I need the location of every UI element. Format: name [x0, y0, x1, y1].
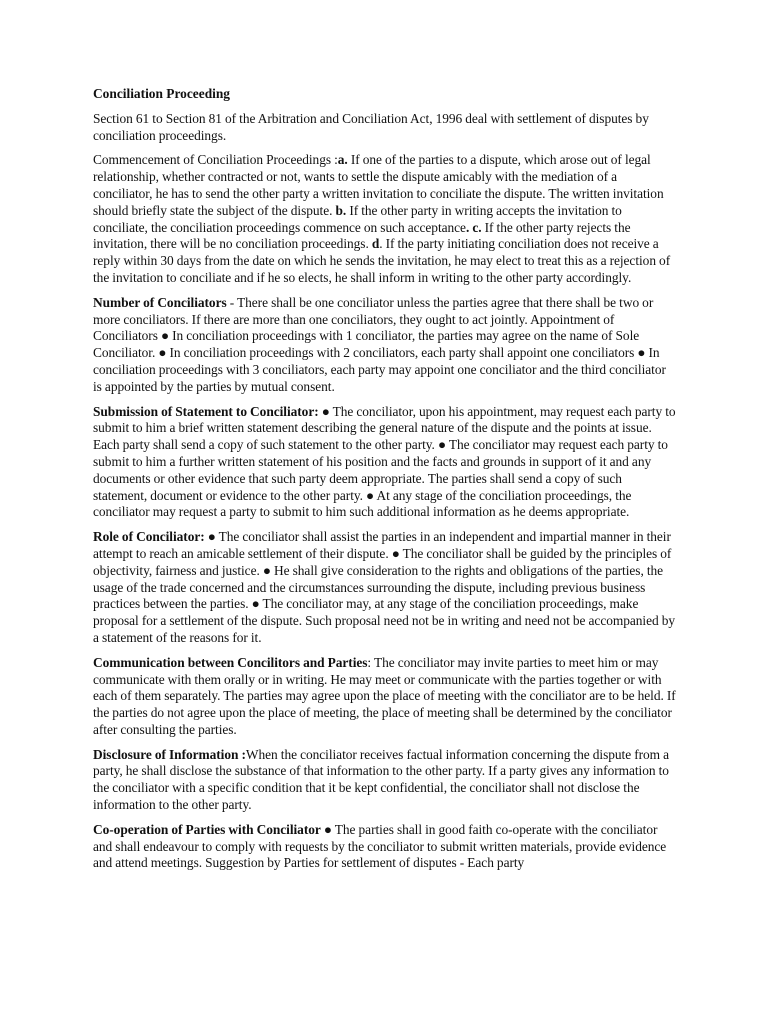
number-heading: Number of Conciliators	[93, 294, 227, 310]
disclosure-paragraph	[93, 747, 676, 814]
number-of-conciliators-paragraph	[93, 295, 676, 396]
clause-c-label: . c.	[465, 219, 482, 235]
clause-d-text: . If the party initiating conciliation does not receive a reply within 30 days from the date on which he sends the invitation, he may elect to treat this as a rejection of the invitation to conciliate and if he so elects, he shall inform in writing to the other party accordingly.	[93, 236, 671, 285]
page-title: Conciliation Proceeding	[93, 86, 230, 101]
submission-heading: Submission of Statement to Conciliator:	[93, 403, 319, 419]
role-text: ● The conciliator shall assist the parties in an independent and impartial manner in their attempt to reach an amicable settlement of their dispute. ● The conciliator shall be guided by the principles of objectivity, fairness and justice. ● He shall give consideration to the rights and obligations of the parties, the usage of the trade concerned and the circumstances surrounding the dispute, including previous business practices between the parties. ● The conciliator may, at any stage of the conciliation proceedings, make proposal for a settlement of the dispute. Such proposal need not be in writing and need not be accompanied by a statement of the reasons for it.	[93, 529, 676, 645]
cooperation-text: ● The parties shall in good faith co-operate with the conciliator and shall endeavour to comply with requests by the conciliator to submit written materials, provide evidence and attend meetings. Suggestion by Parties for settlement of disputes - Each party	[93, 821, 667, 871]
communication-text: : The conciliator may invite parties to meet him or may communicate with them orally or in writing. He may meet or communicate with the parties together or with each of them separately. The parties may agree upon the place of meeting with the conciliator are to be held. If the parties do not agree upon the place of meeting, the place of meeting shall be determined by the conciliator after consulting the parties.	[93, 654, 676, 737]
clause-a-text: If one of the parties to a dispute, which arose out of legal relationship, whether contracted or not, wants to settle the dispute amicably with the mediation of a conciliator, he has to send the other party a written invitation to conciliate the dispute. The written invitation should briefly state the subject of the dispute.	[93, 152, 664, 218]
submission-paragraph	[93, 404, 676, 522]
intro-paragraph: Section 61 to Section 81 of the Arbitration and Conciliation Act, 1996 deal with settlement of disputes by conciliation proceedings.	[93, 110, 649, 143]
submission-text: ● The conciliator, upon his appointment, may request each party to submit to him a brief written statement describing the general nature of the dispute and the points at issue. Each party shall send a copy of such statement to the other party. ● The conciliator may request each party to submit to him a further written statement of his position and the facts and grounds in support of it and any documents or other evidence that such party deem appropriate. The parties shall send a copy of such statement, document or evidence to the other party. ● At any stage of the conciliation proceedings, the conciliator may request a party to submit to him such additional information as he deems appropriate.	[93, 403, 676, 520]
clause-d-label: d	[371, 236, 380, 252]
commencement-lead: Commencement of Conciliation Proceedings :	[93, 152, 338, 168]
disclosure-heading: Disclosure of Information :	[93, 746, 246, 762]
clause-b-label: b.	[335, 202, 347, 218]
role-heading: Role of Conciliator:	[93, 529, 205, 545]
cooperation-heading: Co-operation of Parties with Conciliator	[93, 821, 321, 837]
commencement-paragraph	[93, 152, 676, 286]
communication-heading: Communication between Concilitors and Parties	[93, 654, 368, 670]
clause-c-text: If the other party rejects the invitation, there will be no conciliation proceedings.	[93, 219, 631, 252]
role-paragraph	[93, 529, 676, 647]
communication-paragraph	[93, 655, 676, 739]
number-text: - There shall be one conciliator unless the parties agree that there shall be two or more conciliators. If there are more than one conciliators, they ought to act jointly. Appointment of Conciliators ● In conciliation proceedings with 1 conciliator, the parties may agree on the name of Sole Conciliator. ● In conciliation proceedings with 2 conciliators, each party shall appoint one conciliators ● In conciliation proceedings with 3 conciliators, each party may appoint one conciliator and the third conciliator is appointed by the parties by mutual consent.	[93, 294, 666, 394]
disclosure-text: When the conciliator receives factual information concerning the dispute from a party, he shall disclose the substance of that information to the other party. If a party gives any information to the conciliator with a specific condition that it be kept confidential, the conciliator shall not disclose the information to the other party.	[93, 746, 670, 813]
clause-a-label: a.	[337, 152, 348, 168]
clause-b-text: If the other party in writing accepts the invitation to conciliate, the conciliation proceedings commence on such acceptance	[93, 202, 622, 235]
cooperation-paragraph	[93, 822, 676, 872]
